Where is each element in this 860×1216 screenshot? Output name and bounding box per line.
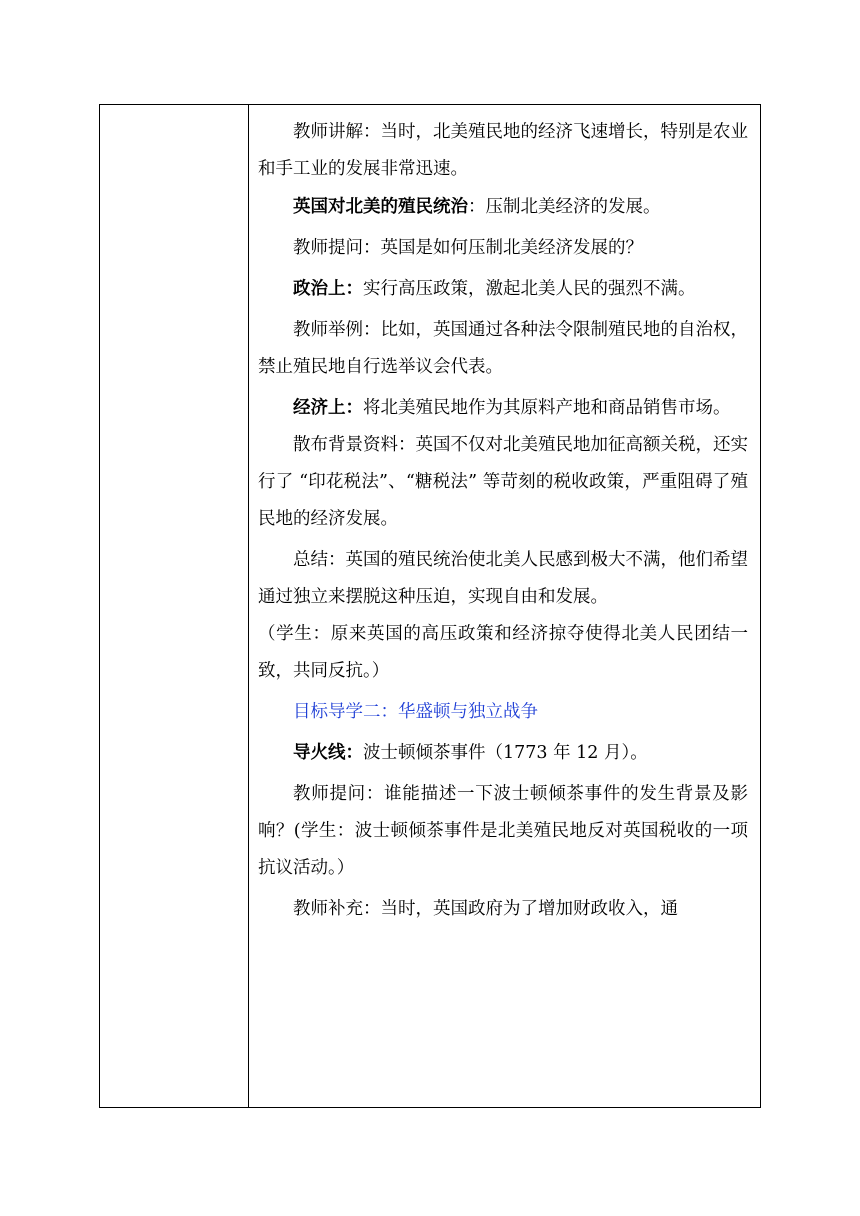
paragraph-teacher-example: 教师举例：比如，英国通过各种法令限制殖民地的自治权，禁止殖民地自行选举议会代表。 [258,320,748,377]
paragraph-trigger: 导火线：波士顿倾茶事件（1773 年 12 月）。 [293,743,648,763]
bold-term: 政治上： [293,279,363,299]
paragraph-economy: 经济上：将北美殖民地作为其原料产地和商品销售市场。 [293,398,731,418]
bold-term: 经济上： [293,398,363,418]
bold-term: 导火线： [293,743,363,763]
paragraph-background-material: 散布背景资料：英国不仅对北美殖民地加征高额关税，还实行了 “印花税法”、“糖税法” 等苛刻的税收政策，严重阻碍了殖民地的经济发展。 [258,435,748,529]
paragraph-teacher-question-2: 教师提问：谁能描述一下波士顿倾茶事件的发生背景及影响？(学生：波士顿倾茶事件是北美殖民地反对英国税收的一项抗议活动。） [258,784,748,878]
paragraph-teacher-supplement: 教师补充：当时，英国政府为了增加财政收入，通 [293,899,678,919]
bold-term: 英国对北美的殖民统治 [293,197,468,217]
paragraph-politics: 政治上：实行高压政策，激起北美人民的强烈不满。 [293,279,696,299]
paragraph-colonial-rule: 英国对北美的殖民统治：压制北美经济的发展。 [293,197,661,217]
column-divider [248,105,249,1107]
paragraph-teacher-explanation: 教师讲解：当时，北美殖民地的经济飞速增长，特别是农业和手工业的发展非常迅速。 [258,122,748,179]
paragraph-summary: 总结：英国的殖民统治使北美人民感到极大不满，他们希望通过独立来摆脱这种压迫，实现自由和发展。 [258,550,748,607]
paragraph-student-response: （学生：原来英国的高压政策和经济掠夺使得北美人民团结一致，共同反抗。） [258,624,748,681]
lesson-table [99,104,761,1108]
lesson-content-cell [258,114,748,928]
paragraph-teacher-question: 教师提问：英国是如何压制北美经济发展的？ [293,238,643,258]
section-heading: 目标导学二：华盛顿与独立战争 [293,702,538,722]
